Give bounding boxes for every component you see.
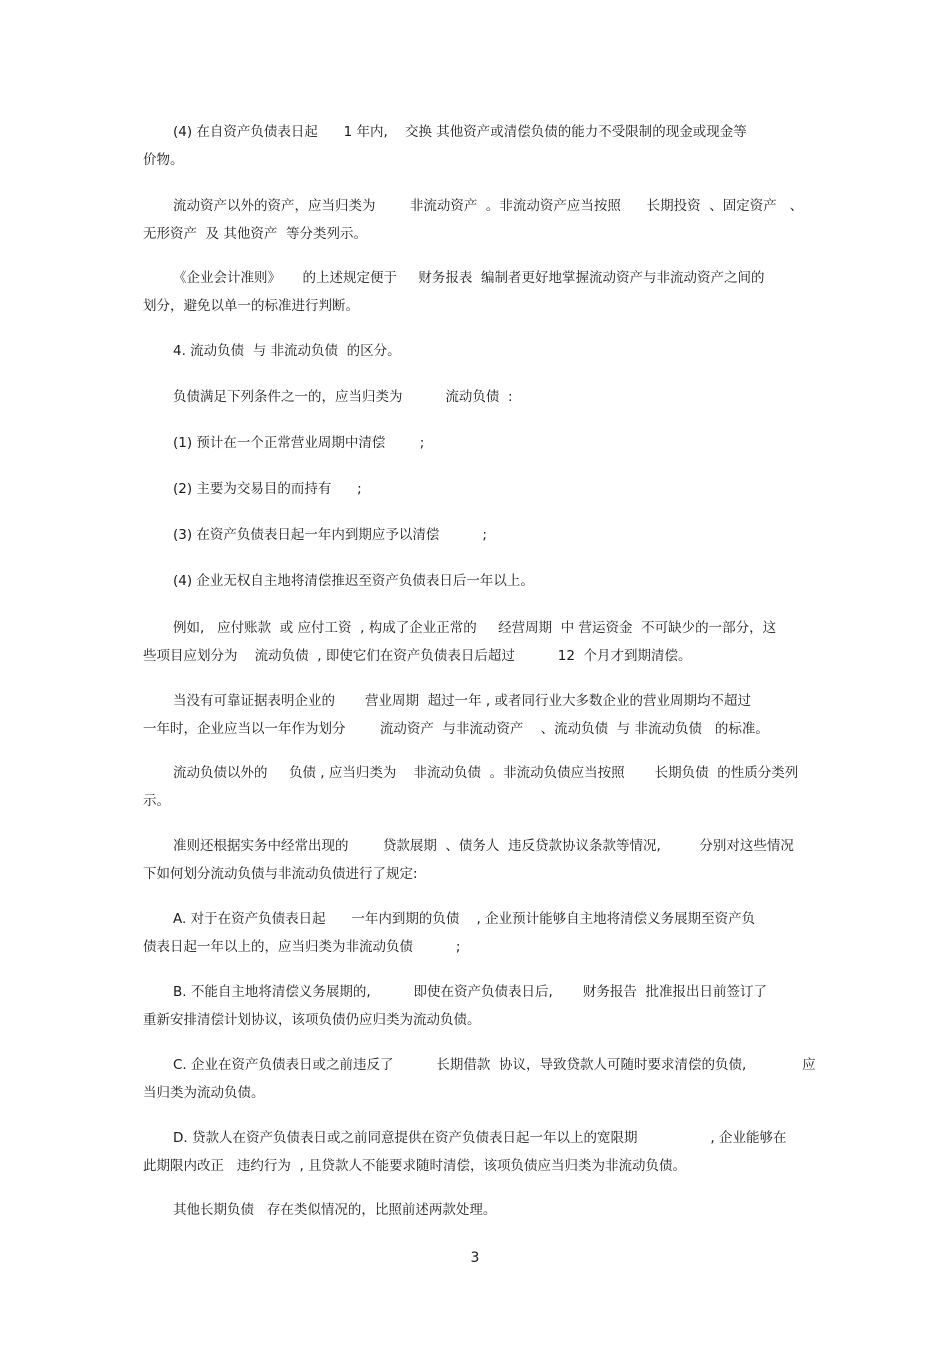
paragraph-non-current-liabilities xyxy=(143,759,813,815)
text-line: 准则还根据实务中经常出现的 贷款展期 、债务人 违反贷款协议条款等情况, 分别对这些情况 xyxy=(173,838,794,854)
text-line: 下如何划分流动负债与非流动负债进行了规定: xyxy=(143,866,418,882)
rule-c xyxy=(143,1051,816,1107)
text-line: D. 贷款人在资产负债表日或之前同意提供在资产负债表日起一年以上的宽限期 , 企业能够在 xyxy=(173,1130,787,1146)
text-line: 流动负债以外的 负债 , 应当归类为 非流动负债 。非流动负债应当按照 长期负债 的性质分类列 xyxy=(173,765,799,781)
text-line: 此期限内改正 违约行为 , 且贷款人不能要求随时清偿，该项负债应当归类为非流动负债。 xyxy=(143,1158,687,1174)
paragraph-example xyxy=(143,614,813,670)
text-line: 当没有可靠证据表明企业的 营业周期 超过一年 , 或者同行业大多数企业的营业周期均不超过 xyxy=(173,693,751,709)
paragraph-operating-cycle xyxy=(143,687,813,743)
text-line: 债表日起一年以上的，应当归类为非流动负债 ; xyxy=(143,939,461,955)
paragraph-cash-equivalents xyxy=(143,118,813,174)
text-line: A. 对于在资产负债表日起 一年内到期的负债 , 企业预计能够自主地将清偿义务展期至资产负 xyxy=(173,911,756,927)
text-line: 其他长期负债 存在类似情况的，比照前述两款处理。 xyxy=(173,1202,497,1218)
text-line: (4) 企业无权自主地将清偿推迟至资产负债表日后一年以上。 xyxy=(173,573,534,589)
text-line: 重新安排清偿计划协议，该项负债仍应归类为流动负债。 xyxy=(143,1012,481,1028)
text-line: 无形资产 及 其他资产 等分类列示。 xyxy=(143,226,367,242)
list-item xyxy=(143,475,813,503)
text-line: (1) 预计在一个正常营业周期中清偿 ; xyxy=(173,435,425,451)
list-item xyxy=(143,567,813,595)
text-line: 《企业会计准则》 的上述规定便于 财务报表 编制者更好地掌握流动资产与非流动资产之间的 xyxy=(173,270,765,286)
paragraph-other-long-term-liabilities xyxy=(143,1196,813,1224)
text-line: (4) 在自资产负债表日起 1 年内, 交换 其他资产或清偿负债的能力不受限制的现金或现金等 xyxy=(173,124,747,140)
text-line: 一年时，企业应当以一年作为划分 流动资产 与非流动资产 、流动负债 与 非流动负债 的标准。 xyxy=(143,721,769,737)
text-line: (3) 在资产负债表日起一年内到期应予以清偿 ; xyxy=(173,527,487,543)
text-line: 当归类为流动负债。 xyxy=(143,1085,265,1101)
paragraph-loan-extension xyxy=(143,832,813,888)
rule-a xyxy=(143,905,813,961)
paragraph-accounting-standards xyxy=(143,264,813,320)
text-line: 价物。 xyxy=(143,152,184,168)
text-line: B. 不能自主地将清偿义务展期的, 即使在资产负债表日后, 财务报告 批准报出日前签订了 xyxy=(173,984,767,1000)
text-line: 负债满足下列条件之一的，应当归类为 流动负债 : xyxy=(173,389,513,405)
list-item xyxy=(143,429,813,457)
text-line: (2) 主要为交易目的而持有 ; xyxy=(173,481,362,497)
text-line: 流动资产以外的资产，应当归类为 非流动资产 。非流动资产应当按照 长期投资 、固定资产 、 xyxy=(173,198,804,214)
paragraph-current-liability-conditions xyxy=(143,383,813,411)
text-line: 划分，避免以单一的标准进行判断。 xyxy=(143,298,359,314)
text-line: 4. 流动负债 与 非流动负债 的区分。 xyxy=(173,343,401,359)
text-line: C. 企业在资产负债表日或之前违反了 长期借款 协议，导致贷款人可随时要求清偿的负债, 应 xyxy=(173,1057,816,1073)
text-line: 例如, 应付账款 或 应付工资 , 构成了企业正常的 经营周期 中 营运资金 不可缺少的一部分，这 xyxy=(173,620,777,636)
section-heading xyxy=(143,337,813,365)
paragraph-non-current-assets xyxy=(143,192,813,248)
page-number: 3 xyxy=(470,1250,480,1266)
text-line: 些项目应划分为 流动负债 , 即使它们在资产负债表日后超过 12 个月才到期清偿。 xyxy=(143,648,692,664)
text-line: 示。 xyxy=(143,793,170,809)
list-item xyxy=(143,521,813,549)
rule-b xyxy=(143,978,813,1034)
rule-d xyxy=(143,1124,813,1180)
